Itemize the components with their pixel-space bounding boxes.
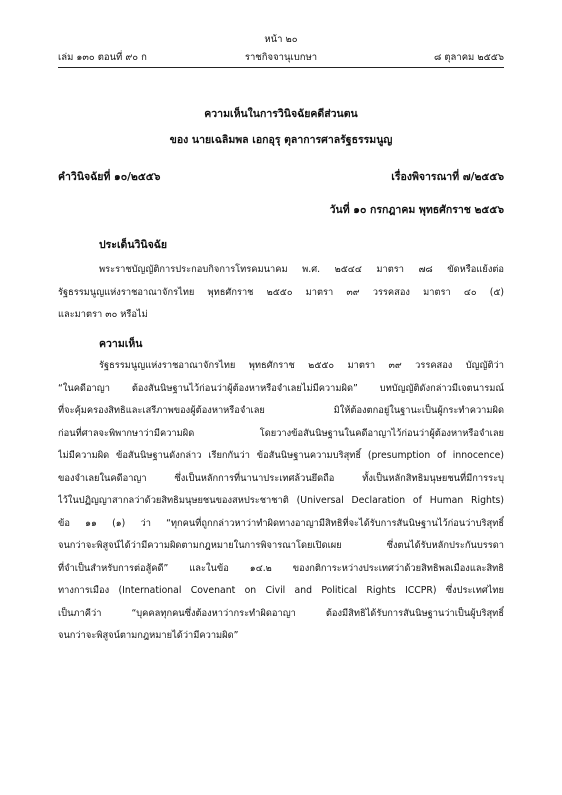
issue-line: พระราชบัญญัติการประกอบกิจการโทรคมนาคม พ.ศ. ๒๕๔๔ มาตรา ๗๘ ขัดหรือแย้งต่อ (99, 264, 504, 275)
header-rule (58, 67, 504, 68)
document-title: ความเห็นในการวินิจฉัยคดีส่วนตน (204, 108, 358, 120)
opinion-line: “ในคดีอาญา ต้องสันนิษฐานไว้ก่อนว่าผู้ต้องหาหรือจำเลยไม่มีความผิด” บทบัญญัติดังกล่าวมีเจตนารมณ์ (58, 382, 504, 394)
case-number: เรื่องพิจารณาที่ ๗/๒๕๕๖ (391, 171, 504, 183)
opinion-line: ข้อ ๑๑ (๑) ว่า “ทุกคนที่ถูกกล่าวหาว่าทำผิดทางอาญามีสิทธิที่จะได้รับการสันนิษฐานไว้ก่อนว่าบริสุทธิ์ (58, 517, 504, 529)
ruling-number: คำวินิจฉัยที่ ๑๐/๒๕๕๖ (58, 171, 161, 183)
ruling-date: วันที่ ๑๐ กรกฎาคม พุทธศักราช ๒๕๕๖ (329, 204, 504, 216)
document-subtitle: ของ นายเฉลิมพล เอกอุรุ ตุลาการศาลรัฐธรรมนูญ (169, 134, 393, 146)
opinion-line: ของจำเลยในคดีอาญา ซึ่งเป็นหลักการที่นานาประเทศล้วนยึดถือ ทั้งเป็นหลักสิทธิมนุษยชนที่มีการระบุ (58, 472, 504, 484)
gazette-name: ราชกิจจานุเบกษา (244, 52, 318, 63)
opinion-line: ไม่มีความผิด ข้อสันนิษฐานดังกล่าว เรียกกันว่า ข้อสันนิษฐานความบริสุทธิ์ (presumption of innocence) (58, 450, 504, 461)
opinion-line: จนกว่าจะพิสูจน์ได้ว่ามีความผิดตามกฎหมายในการพิจารณาโดยเปิดเผย ซึ่งตนได้รับหลักประกันบรรดา (58, 540, 504, 551)
opinion-line: ที่จะคุ้มครองสิทธิและเสรีภาพของผู้ต้องหาหรือจำเลย มิให้ต้องตกอยู่ในฐานะเป็นผู้กระทำความผิด (58, 405, 504, 416)
issue-paragraph (58, 259, 504, 327)
gazette-date: ๘ ตุลาคม ๒๕๕๖ (434, 52, 504, 63)
opinion-line: ไว้ในปฏิญญาสากลว่าด้วยสิทธิมนุษยชนของสหประชาชาติ (Universal Declaration of Human Rights) (58, 495, 504, 506)
issue-heading: ประเด็นวินิจฉัย (99, 239, 168, 251)
opinion-line: ที่จำเป็นสำหรับการต่อสู้คดี” และในข้อ ๑๔.๒ ของกติการะหว่างประเทศว่าด้วยสิทธิพลเมืองและสิทธิ (58, 562, 504, 574)
opinion-heading: ความเห็น (99, 338, 143, 350)
volume-issue: เล่ม ๑๓๐ ตอนที่ ๙๐ ก (58, 52, 147, 63)
opinion-line: ก่อนที่ศาลจะพิพากษาว่ามีความผิด โดยวางข้อสันนิษฐานในคดีอาญาไว้ก่อนว่าผู้ต้องหาหรือจำเลย (58, 427, 504, 439)
opinion-line: ทางการเมือง (International Covenant on Civil and Political Rights ICCPR) ซึ่งประเทศไทย (58, 585, 504, 596)
opinion-paragraph (58, 355, 504, 648)
opinion-line: เป็นภาคีว่า “บุคคลทุกคนซึ่งต้องหาว่ากระทำผิดอาญา ต้องมีสิทธิได้รับการสันนิษฐานว่าเป็นผู้บริสุทธิ์ (58, 607, 504, 619)
opinion-line: จนกว่าจะพิสูจน์ตามกฎหมายได้ว่ามีความผิด” (58, 630, 239, 641)
opinion-line: รัฐธรรมนูญแห่งราชอาณาจักรไทย พุทธศักราช ๒๕๕๐ มาตรา ๓๙ วรรคสอง บัญญัติว่า (99, 360, 504, 371)
page-number: หน้า ๒๐ (264, 34, 298, 45)
issue-line: และมาตรา ๓๐ หรือไม่ (58, 309, 148, 320)
issue-line: รัฐธรรมนูญแห่งราชอาณาจักรไทย พุทธศักราช ๒๕๕๐ มาตรา ๓๙ วรรคสอง มาตรา ๔๐ (๕) (58, 286, 504, 298)
